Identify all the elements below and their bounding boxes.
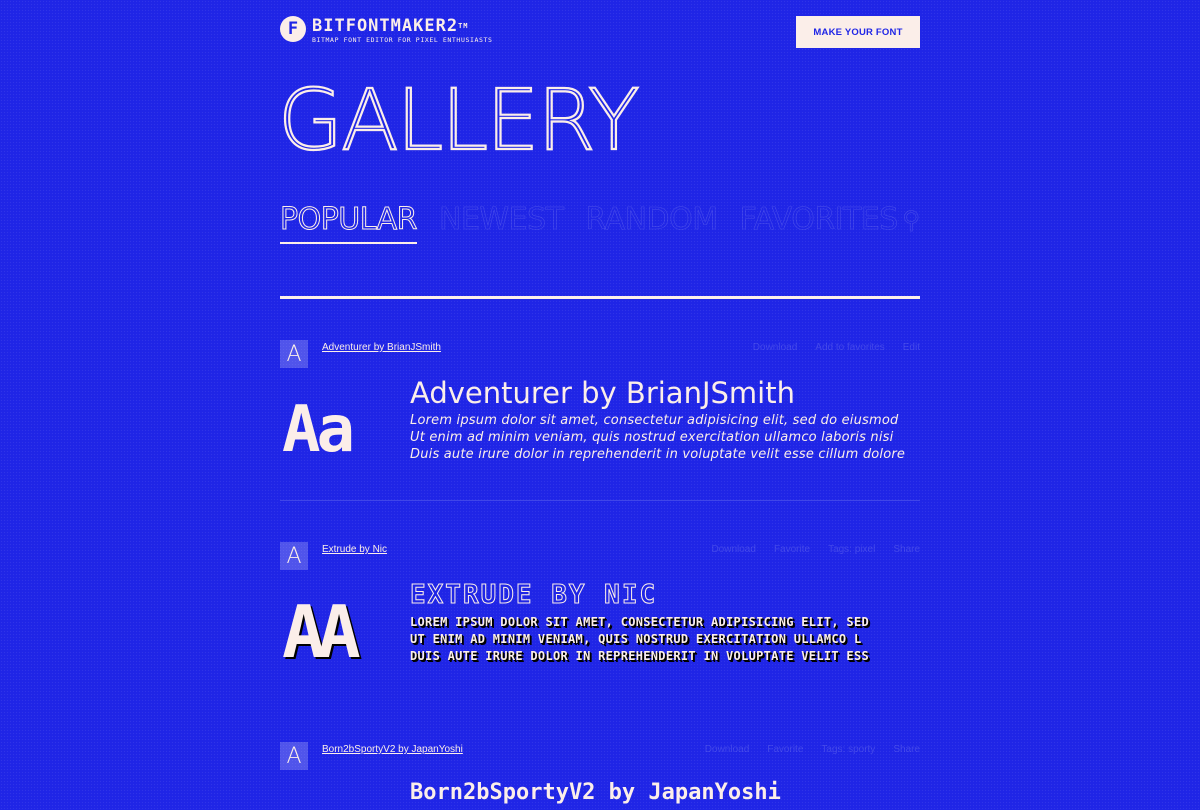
tab-random[interactable]: RANDOM xyxy=(585,202,718,237)
sample-line: Duis aute irure dolor in reprehenderit in voluptate velit esse cillum dolore xyxy=(410,447,906,462)
divider xyxy=(280,296,920,299)
font-sample-title: Born2bSportyV2 by JapanYoshi xyxy=(410,780,781,805)
font-badge: A xyxy=(280,542,308,570)
font-sample-title: EXTRUDE BY NIC xyxy=(410,580,658,610)
font-link[interactable]: Born2bSportyV2 by JapanYoshi xyxy=(322,744,463,755)
font-entry-header xyxy=(280,742,920,772)
search-icon[interactable]: ⚲ xyxy=(902,206,920,234)
page-container xyxy=(278,0,920,805)
trademark: TM xyxy=(458,22,469,30)
meta-edit[interactable]: Edit xyxy=(902,342,920,353)
page-title: GALLERY xyxy=(278,71,638,169)
tab-newest[interactable]: NEWEST xyxy=(439,202,564,237)
sample-line: UT ENIM AD MINIM VENIAM, QUIS NOSTRUD EXERCITATION ULLAMCO L xyxy=(410,632,862,646)
make-your-font-button[interactable]: MAKE YOUR FONT xyxy=(796,16,920,48)
font-meta xyxy=(711,544,920,555)
font-entry-header xyxy=(280,542,920,572)
sample-line: LOREM IPSUM DOLOR SIT AMET, CONSECTETUR ADIPISICING ELIT, SED xyxy=(410,615,870,629)
logo-text xyxy=(312,16,493,44)
row-separator xyxy=(280,500,920,501)
header xyxy=(280,0,920,60)
font-link[interactable]: Extrude by Nic xyxy=(322,544,388,555)
logo[interactable] xyxy=(280,16,493,44)
font-entry-adventurer xyxy=(280,340,920,467)
font-entry-extrude xyxy=(280,542,920,674)
sample-line: Lorem ipsum dolor sit amet, consectetur adipisicing elit, sed do eiusmod xyxy=(410,413,899,428)
font-preview-aa: AA xyxy=(282,590,353,674)
font-entry-header xyxy=(280,340,920,370)
meta-download[interactable]: Download xyxy=(711,544,756,555)
logo-name xyxy=(312,16,493,36)
meta-download[interactable]: Download xyxy=(704,744,750,755)
meta-share[interactable]: Share xyxy=(893,744,920,755)
font-preview-aa: Aa xyxy=(282,393,352,467)
font-link[interactable]: Adventurer by BrianJSmith xyxy=(322,342,441,353)
meta-tags[interactable]: Tags: sporty xyxy=(821,744,876,755)
tab-popular[interactable]: POPULAR xyxy=(280,200,417,244)
font-sample-body xyxy=(410,412,920,463)
gallery-tabs xyxy=(280,200,920,244)
tab-favorites[interactable]: FAVORITES xyxy=(739,202,898,237)
sample-line: Ut enim ad minim veniam, quis nostrud exercitation ullamco laboris nisi xyxy=(410,430,894,445)
font-sample-title: Adventurer by BrianJSmith xyxy=(410,376,795,410)
sample-line: DUIS AUTE IRURE DOLOR IN REPREHENDERIT IN VOLUPTATE VELIT ESS xyxy=(410,649,870,663)
font-badge: A xyxy=(280,340,308,368)
meta-favorite[interactable]: Favorite xyxy=(773,544,811,555)
logo-mark: F xyxy=(280,16,306,42)
font-entry-born2bsporty xyxy=(280,742,920,805)
font-sample-body xyxy=(410,614,920,665)
meta-download[interactable]: Download xyxy=(752,342,798,353)
meta-tags[interactable]: Tags: pixel xyxy=(828,544,876,555)
logo-tagline: BITMAP FONT EDITOR FOR PIXEL ENTHUSIASTS xyxy=(312,36,493,44)
meta-favorite[interactable]: Favorite xyxy=(767,744,804,755)
font-meta xyxy=(753,342,920,353)
font-meta xyxy=(705,744,920,755)
meta-favorite[interactable]: Add to favorites xyxy=(815,342,885,353)
logo-name-text: BITFONTMAKER2 xyxy=(312,16,459,36)
meta-share[interactable]: Share xyxy=(893,544,920,555)
font-badge: A xyxy=(280,742,308,770)
